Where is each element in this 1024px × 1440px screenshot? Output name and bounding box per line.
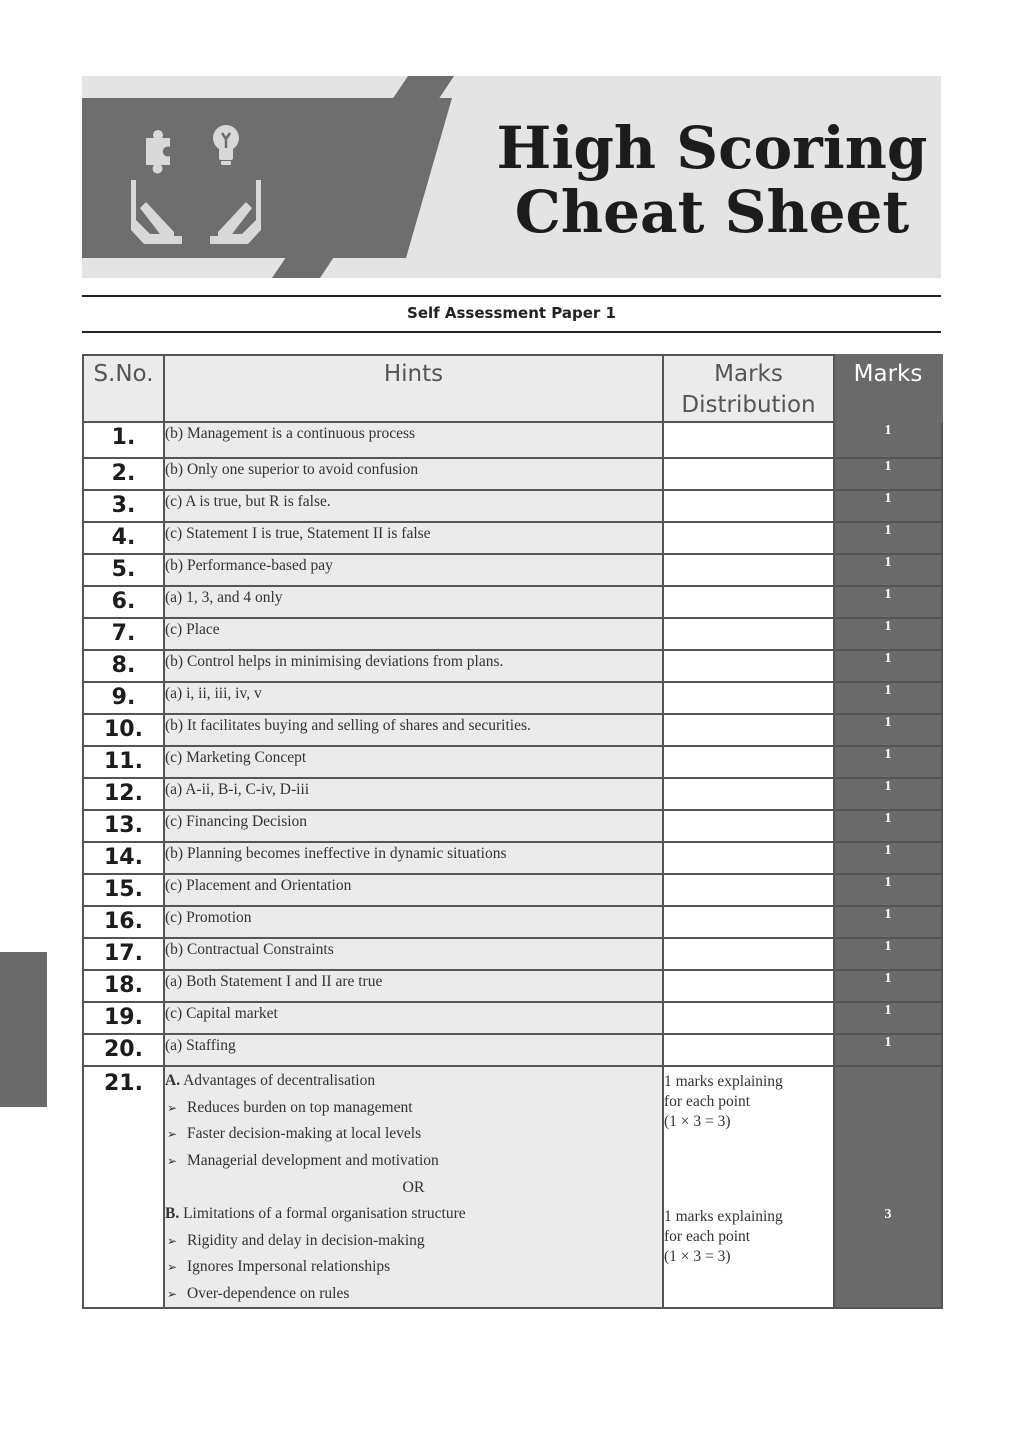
row-number: 5. [83, 554, 164, 586]
table-row [83, 1002, 942, 1034]
table-row [83, 490, 942, 522]
row-distribution [663, 554, 834, 586]
row-marks: 1 [834, 490, 942, 522]
header-marks: Marks [834, 355, 942, 422]
table-row [83, 1066, 942, 1308]
row-hint: (c) Place [164, 618, 663, 650]
title-line-2: Cheat Sheet [514, 178, 910, 246]
or-separator: OR [402, 1179, 425, 1196]
row-distribution: 1 marks explaining for each point (1 × 3 = 3) 1 marks explaining for each point (1 × 3 = 3) [663, 1066, 834, 1308]
option-a-title: Advantages of decentralisation [183, 1072, 376, 1089]
row-number: 12. [83, 778, 164, 810]
row-number: 1. [83, 422, 164, 458]
table-row [83, 522, 942, 554]
row-hint: (b) Only one superior to avoid confusion [164, 458, 663, 490]
row-distribution [663, 746, 834, 778]
row-marks: 1 [834, 554, 942, 586]
row-marks: 3 [834, 1066, 942, 1308]
row-number: 2. [83, 458, 164, 490]
arrow-bullet-icon: ➢ [167, 1153, 178, 1168]
option-b-title: Limitations of a formal organisation structure [183, 1205, 466, 1222]
paper-subtitle: Self Assessment Paper 1 [407, 304, 616, 322]
row-number: 13. [83, 810, 164, 842]
row-distribution [663, 874, 834, 906]
header-dist-line1: Marks [714, 361, 783, 387]
row-hint: (c) Financing Decision [164, 810, 663, 842]
row-marks: 1 [834, 906, 942, 938]
row-hint: (c) Placement and Orientation [164, 874, 663, 906]
row-hint: (b) Planning becomes ineffective in dynamic situations [164, 842, 663, 874]
table-row [83, 906, 942, 938]
row-number: 10. [83, 714, 164, 746]
row-distribution [663, 778, 834, 810]
table-row [83, 1034, 942, 1066]
option-b-heading [165, 1201, 662, 1228]
row-marks: 1 [834, 714, 942, 746]
row-hint: (c) Promotion [164, 906, 663, 938]
table-row [83, 586, 942, 618]
row-marks: 1 [834, 682, 942, 714]
row-marks: 1 [834, 522, 942, 554]
row-distribution [663, 1034, 834, 1066]
row-distribution [663, 810, 834, 842]
row-distribution [663, 1002, 834, 1034]
row-hint: (c) Capital market [164, 1002, 663, 1034]
row-hint: (b) Contractual Constraints [164, 938, 663, 970]
bottom-rule [82, 331, 941, 333]
row-number: 21. [83, 1066, 164, 1308]
row-distribution [663, 586, 834, 618]
row-marks: 1 [834, 650, 942, 682]
table-row [83, 842, 942, 874]
header-hints: Hints [164, 355, 663, 422]
row-hint: (a) 1, 3, and 4 only [164, 586, 663, 618]
list-item: ➢ Ignores Impersonal relationships [165, 1254, 662, 1281]
row-distribution [663, 938, 834, 970]
table-row [83, 746, 942, 778]
row-marks: 1 [834, 874, 942, 906]
table-row [83, 810, 942, 842]
row-distribution [663, 618, 834, 650]
table-row [83, 554, 942, 586]
row-number: 20. [83, 1034, 164, 1066]
row-hint: (b) Management is a continuous process [164, 422, 663, 458]
answer-table [82, 354, 943, 1309]
row-marks: 1 [834, 970, 942, 1002]
table-row [83, 650, 942, 682]
row-number: 4. [83, 522, 164, 554]
row-distribution [663, 650, 834, 682]
top-rule [82, 295, 941, 297]
row-number: 15. [83, 874, 164, 906]
row-number: 3. [83, 490, 164, 522]
row-number: 19. [83, 1002, 164, 1034]
row-number: 6. [83, 586, 164, 618]
row-marks: 1 [834, 1034, 942, 1066]
row-number: 18. [83, 970, 164, 1002]
title-line-1: High Scoring [496, 114, 928, 182]
page-title [492, 116, 932, 244]
row-hint: (a) A-ii, B-i, C-iv, D-iii [164, 778, 663, 810]
header-dist-line2: Distribution [681, 392, 816, 418]
row-number: 8. [83, 650, 164, 682]
row-hint: (a) Staffing [164, 1034, 663, 1066]
table-body [83, 422, 942, 1066]
header-banner [82, 76, 941, 278]
row-number: 11. [83, 746, 164, 778]
row-marks: 1 [834, 586, 942, 618]
table-row [83, 778, 942, 810]
row-number: 9. [83, 682, 164, 714]
question-21-body [83, 1066, 942, 1308]
option-a-label: A. [165, 1072, 181, 1089]
row-marks: 1 [834, 938, 942, 970]
arrow-bullet-icon: ➢ [167, 1286, 178, 1301]
table-row [83, 874, 942, 906]
row-marks: 1 [834, 746, 942, 778]
row-marks: 1 [834, 810, 942, 842]
row-distribution [663, 682, 834, 714]
row-number: 17. [83, 938, 164, 970]
arrow-bullet-icon: ➢ [167, 1127, 178, 1141]
list-item: ➢ Managerial development and motivation [165, 1148, 662, 1175]
side-tab [0, 952, 47, 1107]
list-item: ➢ Reduces burden on top management [165, 1095, 662, 1122]
arrow-bullet-icon: ➢ [167, 1260, 178, 1274]
row-distribution [663, 522, 834, 554]
row-distribution [663, 970, 834, 1002]
row-hint: (a) Both Statement I and II are true [164, 970, 663, 1002]
arrow-bullet-icon: ➢ [167, 1233, 178, 1248]
row-distribution [663, 842, 834, 874]
row-hint: (b) Performance-based pay [164, 554, 663, 586]
row-hint: (c) Statement I is true, Statement II is false [164, 522, 663, 554]
arrow-bullet-icon: ➢ [167, 1100, 178, 1115]
row-hint: (c) A is true, but R is false. [164, 490, 663, 522]
row-distribution [663, 422, 834, 458]
option-b-label: B. [165, 1205, 180, 1222]
row-distribution [663, 906, 834, 938]
header-sno: S.No. [83, 355, 164, 422]
row-marks: 1 [834, 778, 942, 810]
table-row [83, 422, 942, 458]
table-row [83, 714, 942, 746]
row-marks: 1 [834, 458, 942, 490]
row-distribution [663, 458, 834, 490]
row-hint [164, 1066, 663, 1308]
table-row [83, 682, 942, 714]
option-a-heading [165, 1068, 662, 1095]
header-marks-distribution [663, 355, 834, 422]
table-row [83, 938, 942, 970]
row-number: 7. [83, 618, 164, 650]
row-hint: (a) i, ii, iii, iv, v [164, 682, 663, 714]
row-number: 16. [83, 906, 164, 938]
row-hint: (b) Control helps in minimising deviations from plans. [164, 650, 663, 682]
list-item: ➢ Over-dependence on rules [165, 1281, 662, 1308]
hands-idea-puzzle-icon [126, 120, 266, 250]
row-distribution [663, 714, 834, 746]
row-hint: (c) Marketing Concept [164, 746, 663, 778]
row-hint: (b) It facilitates buying and selling of shares and securities. [164, 714, 663, 746]
row-marks: 1 [834, 1002, 942, 1034]
row-marks: 1 [834, 422, 942, 458]
row-distribution [663, 490, 834, 522]
table-row [83, 970, 942, 1002]
row-marks: 1 [834, 618, 942, 650]
table-row [83, 458, 942, 490]
table-row [83, 618, 942, 650]
list-item: ➢ Faster decision-making at local levels [165, 1121, 662, 1148]
row-marks: 1 [834, 842, 942, 874]
list-item: ➢ Rigidity and delay in decision-making [165, 1228, 662, 1255]
row-number: 14. [83, 842, 164, 874]
